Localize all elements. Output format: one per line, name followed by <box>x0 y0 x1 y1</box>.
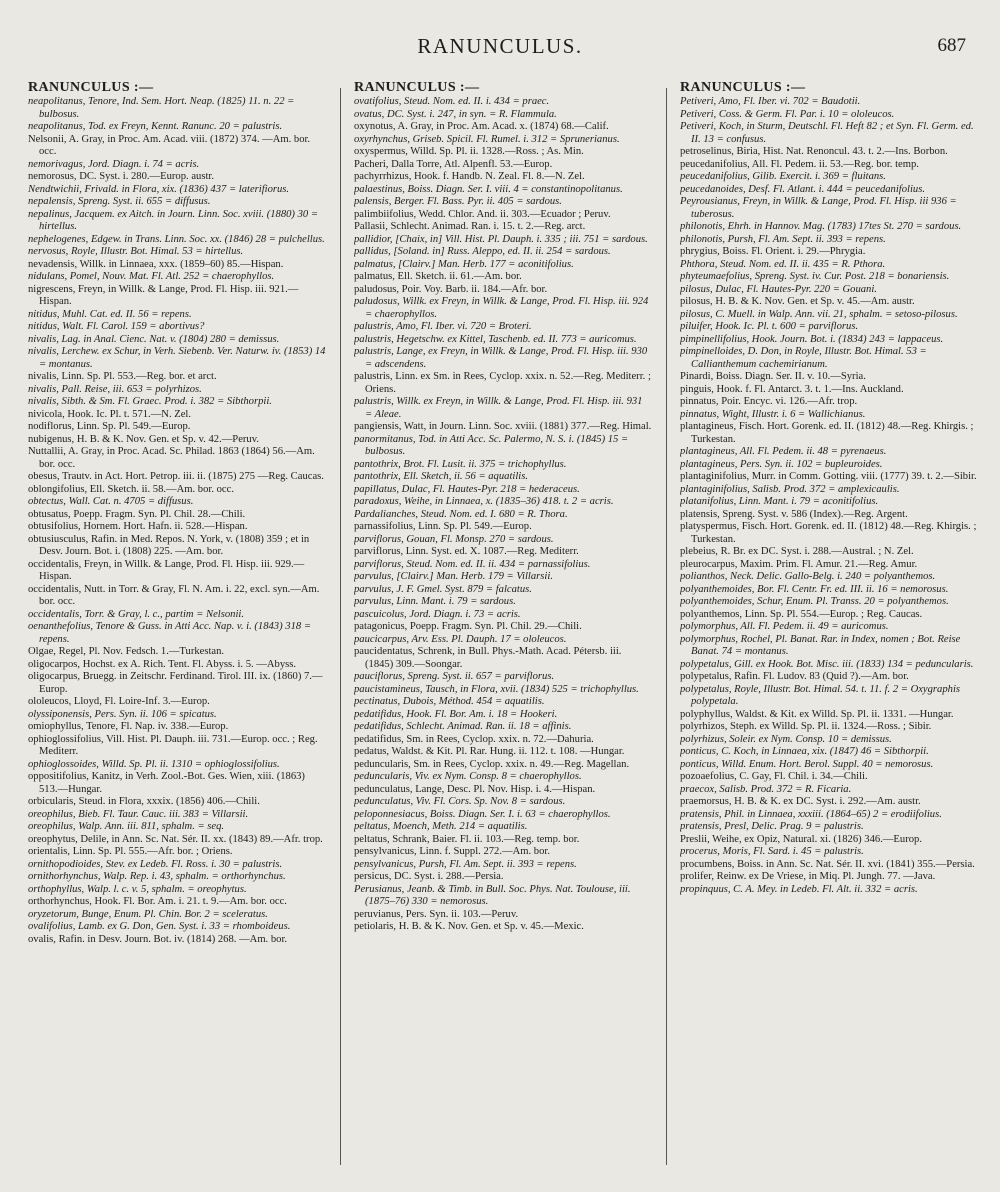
index-entry: polyphyllus, Waldst. & Kit. ex Willd. Sp. Pl. ii. 1331. —Hungar. <box>680 708 954 720</box>
index-entry: pilosus, C. Muell. in Walp. Ann. vii. 21, sphalm. = setoso-pilosus. <box>680 308 958 320</box>
index-entry: neapolitanus, Tenore, Ind. Sem. Hort. Neap. (1825) 11. n. 22 = bulbosus. <box>28 96 295 120</box>
index-entry: pascuicolus, Jord. Diagn. i. 73 = acris. <box>354 608 521 620</box>
index-entry: nivalis, Lerchew. ex Schur, in Verh. Siebenb. Ver. Naturw. iv. (1853) 14 = montanus. <box>28 346 326 370</box>
index-entry: nervosus, Royle, Illustr. Bot. Himal. 53 = hirtellus. <box>28 246 244 257</box>
index-entry: oxyrhynchus, Griseb. Spicil. Fl. Rumel. i. 312 = Sprunerianus. <box>354 133 620 145</box>
index-entry: patagonicus, Poepp. Fragm. Syn. Pl. Chil. 29.—Chili. <box>354 621 582 632</box>
index-entry: pimpinellifolius, Hook. Journ. Bot. i. (1834) 243 = lappaceus. <box>680 333 944 345</box>
index-entry: ponticus, C. Koch, in Linnaea, xix. (1847) 46 = Sibthorpii. <box>680 746 929 757</box>
index-entry: ponticus, Willd. Enum. Hort. Berol. Suppl. 40 = nemorosus. <box>680 758 934 770</box>
index-entry: philonotis, Pursh, Fl. Am. Sept. ii. 393 = repens. <box>680 233 886 245</box>
index-entry: orthorhynchus, Hook. Fl. Bor. Am. i. 21. t. 9.—Am. bor. occ. <box>28 896 287 907</box>
column-heading: RANUNCULUS :— <box>354 80 480 95</box>
index-entry: polymorphus, All. Fl. Pedem. ii. 49 = auricomus. <box>680 621 889 632</box>
index-entry: nepalinus, Jacquem. ex Aitch. in Journ. Linn. Soc. xviii. (1880) 30 = hirtellus. <box>28 208 318 232</box>
index-entry: Preslii, Weihe, ex Opiz, Natural. xi. (1826) 346.—Europ. <box>680 833 922 845</box>
page-number: 687 <box>937 35 966 56</box>
index-entry: palustris, Willk. ex Freyn, in Willk. & Lange, Prod. Fl. Hisp. iii. 931 = Aleae. <box>354 396 643 420</box>
index-entry: Petiveri, Amo, Fl. Iber. vi. 702 = Baudotii. <box>680 96 861 107</box>
index-entry: pleurocarpus, Maxim. Prim. Fl. Amur. 21.—Reg. Amur. <box>680 558 918 570</box>
index-entry: phyteumaefolius, Spreng. Syst. iv. Cur. Post. 218 = bonariensis. <box>680 271 950 282</box>
index-entry: oligocarpos, Hochst. ex A. Rich. Tent. Fl. Abyss. i. 5. —Abyss. <box>28 658 297 670</box>
index-entry: ovalis, Rafin. in Desv. Journ. Bot. iv. (1814) 268. —Am. bor. <box>28 933 288 945</box>
index-entry: plebeius, R. Br. ex DC. Syst. i. 288.—Austral. ; N. Zel. <box>680 546 914 557</box>
index-entry: Nuttallii, A. Gray, in Proc. Acad. Sc. Philad. 1863 (1864) 56.—Am. bor. occ. <box>28 446 315 470</box>
index-entry: pedatifidus, Schlecht. Animad. Ran. ii. 18 = affinis. <box>354 721 572 732</box>
index-entry: pedatus, Waldst. & Kit. Pl. Rar. Hung. ii. 112. t. 108. —Hungar. <box>354 746 625 757</box>
index-entry: occidentalis, Nutt. in Torr. & Gray, Fl. N. Am. i. 22, excl. syn.—Am. bor. occ. <box>28 583 320 607</box>
column-rule <box>666 88 667 1165</box>
index-entry: pectinatus, Dubois, Méthod. 454 = aquatilis. <box>354 696 545 707</box>
index-entry: Pardalianches, Steud. Nom. ed. I. 680 = R. Thora. <box>354 508 568 520</box>
index-entry: pinnatus, Wight, Illustr. i. 6 = Wallichianus. <box>680 408 866 420</box>
index-entry: nivalis, Sibth. & Sm. Fl. Graec. Prod. i. 382 = Sibthorpii. <box>28 396 272 407</box>
index-entry: parviflorus, Gouan, Fl. Monsp. 270 = sardous. <box>354 533 554 545</box>
index-entry: Petiveri, Koch, in Sturm, Deutschl. Fl. Heft 82 ; et Syn. Fl. Germ. ed. II. 13 = confusus. <box>680 121 974 145</box>
column-3 <box>680 80 978 1175</box>
index-entry: orthophyllus, Walp. l. c. v. 5, sphalm. = oreophytus. <box>28 883 247 895</box>
index-entry: ophioglossoides, Willd. Sp. Pl. ii. 1310 = ophioglossifolius. <box>28 758 280 770</box>
index-entry: nemorivagus, Jord. Diagn. i. 74 = acris. <box>28 158 200 170</box>
column-heading: RANUNCULUS :— <box>28 80 154 95</box>
index-entry: peruvianus, Pers. Syn. ii. 103.—Peruv. <box>354 908 519 920</box>
index-entry: pantothrix, Brot. Fl. Lusit. ii. 375 = trichophyllus. <box>354 458 567 470</box>
entry-list <box>354 96 652 934</box>
index-entry: peduncularis, Viv. ex Nym. Consp. 8 = chaerophyllos. <box>354 771 582 782</box>
index-entry: oxyspermus, Willd. Sp. Pl. ii. 1328.—Ross. ; As. Min. <box>354 146 584 157</box>
index-entry: Nendtwichii, Frivald. in Flora, xix. (1836) 437 = laterifiorus. <box>28 183 290 195</box>
index-entry: plantagineus, Pers. Syn. ii. 102 = bupleuroides. <box>680 458 883 470</box>
entry-list <box>680 96 978 896</box>
index-entry: occidentalis, Freyn, in Willk. & Lange, Prod. Fl. Hisp. iii. 929.—Hispan. <box>28 558 305 582</box>
index-entry: ovalifolius, Lamb. ex G. Don, Gen. Syst. i. 33 = rhomboideus. <box>28 921 291 932</box>
index-entry: oryzetorum, Bunge, Enum. Pl. Chin. Bor. 2 = sceleratus. <box>28 908 268 920</box>
index-entry: polymorphus, Rochel, Pl. Banat. Rar. in Index, nomen ; Bot. Reise Banat. 74 = montanus. <box>680 633 961 657</box>
index-entry: parvulus, [Clairv.] Man. Herb. 179 = Villarsii. <box>354 571 553 582</box>
index-entry: paucidentatus, Schrenk, in Bull. Phys.-Math. Acad. Pétersb. iii. (1845) 309.—Soongar. <box>354 646 622 670</box>
index-entry: pilosus, H. B. & K. Nov. Gen. et Sp. v. 45.—Am. austr. <box>680 296 915 307</box>
index-entry: parnassifolius, Linn. Sp. Pl. 549.—Europ. <box>354 521 532 532</box>
index-entry: plantagineus, All. Fl. Pedem. ii. 48 = pyrenaeus. <box>680 446 887 457</box>
index-entry: Pacheri, Dalla Torre, Atl. Alpenfl. 53.—Europ. <box>354 158 553 170</box>
index-entry: pratensis, Phil. in Linnaea, xxxiii. (1864–65) 2 = erodiifolius. <box>680 808 942 820</box>
index-entry: nivicola, Hook. Ic. Pl. t. 571.—N. Zel. <box>28 408 192 420</box>
index-entry: plantaginifolius, Murr. in Comm. Gotting. viii. (1777) 39. t. 2.—Sibir. <box>680 471 977 482</box>
index-entry: pantothrix, Ell. Sketch, ii. 56 = aquatilis. <box>354 471 528 482</box>
index-entry: peltatus, Schrank, Baier. Fl. ii. 103.—Reg. temp. bor. <box>354 833 580 845</box>
index-entry: peduncularis, Sm. in Rees, Cyclop. xxix. n. 49.—Reg. Magellan. <box>354 758 630 770</box>
index-entry: propinquus, C. A. Mey. in Ledeb. Fl. Alt. ii. 332 = acris. <box>680 883 918 895</box>
index-entry: polyanthemoides, Schur, Enum. Pl. Transs. 20 = polyanthemos. <box>680 596 949 607</box>
index-entry: praecox, Salisb. Prod. 372 = R. Ficaria. <box>680 783 852 795</box>
index-entry: platensis, Spreng. Syst. v. 586 (Index).—Reg. Argent. <box>680 508 908 520</box>
index-entry: obesus, Trautv. in Act. Hort. Petrop. iii. ii. (1875) 275 —Reg. Caucas. <box>28 471 324 482</box>
index-entry: paucicarpus, Arv. Ess. Pl. Dauph. 17 = ololeucos. <box>354 633 567 645</box>
index-entry: piluifer, Hook. Ic. Pl. t. 600 = parviflorus. <box>680 321 859 332</box>
columns <box>28 80 978 1175</box>
index-entry: nepalensis, Spreng. Syst. ii. 655 = diffusus. <box>28 196 211 207</box>
index-entry: polyanthemos, Linn. Sp. Pl. 554.—Europ. ; Reg. Caucas. <box>680 608 923 620</box>
index-entry: paludosus, Poir. Voy. Barb. ii. 184.—Afr. bor. <box>354 283 548 295</box>
index-entry: Pinardi, Boiss. Diagn. Ser. II. v. 10.—Syria. <box>680 371 866 382</box>
index-entry: procerus, Moris, Fl. Sard. i. 45 = palustris. <box>680 846 864 857</box>
index-entry: parvulus, J. F. Gmel. Syst. 879 = falcatus. <box>354 583 532 595</box>
index-entry: obtusifolius, Hornem. Hort. Hafn. ii. 528.—Hispan. <box>28 521 248 532</box>
index-entry: nivalis, Pall. Reise, iii. 653 = polyrhizos. <box>28 383 202 395</box>
index-entry: parvulus, Linn. Mant. i. 79 = sardous. <box>354 596 516 607</box>
index-entry: palaestinus, Boiss. Diagn. Ser. I. viii. 4 = constantinopolitanus. <box>354 183 623 195</box>
index-entry: palmatus, Ell. Sketch. ii. 61.—Am. bor. <box>354 271 522 282</box>
index-entry: ololeucos, Lloyd, Fl. Loire-Inf. 3.—Europ. <box>28 696 210 707</box>
index-entry: polyanthemoides, Bor. Fl. Centr. Fr. ed. III. ii. 16 = nemorosus. <box>680 583 949 595</box>
index-entry: Phthora, Steud. Nom. ed. II. ii. 435 = R. Pthora. <box>680 258 886 270</box>
index-entry: polyrhizos, Steph. ex Willd. Sp. Pl. ii. 1324.—Ross. ; Sibir. <box>680 721 932 732</box>
index-entry: pimpinelloides, D. Don, in Royle, Illustr. Bot. Himal. 53 = Callianthemum cachemirianum. <box>680 346 927 370</box>
index-entry: oreophytus, Delile, in Ann. Sc. Nat. Sér. II. xx. (1843) 89.—Afr. trop. <box>28 833 323 845</box>
index-entry: oligocarpus, Bruegg. in Zeitschr. Ferdinand. Tirol. III. ix. (1860) 7.—Europ. <box>28 671 323 695</box>
index-entry: paradoxus, Weihe, in Linnaea, x. (1835–36) 418. t. 2 = acris. <box>354 496 614 507</box>
index-entry: pedatifidus, Hook. Fl. Bor. Am. i. 18 = Hookeri. <box>354 708 558 720</box>
index-entry: paludosus, Willk. ex Freyn, in Willk. & Lange, Prod. Fl. Hisp. iii. 924 = chaerophyllos. <box>354 296 649 320</box>
index-entry: oppositifolius, Kanitz, in Verh. Zool.-Bot. Ges. Wien, xiii. (1863) 513.—Hungar. <box>28 771 305 795</box>
index-entry: palustris, Lange, ex Freyn, in Willk. & Lange, Prod. Fl. Hisp. iii. 930 = adscendens. <box>354 346 648 370</box>
index-entry: peloponnesiacus, Boiss. Diagn. Ser. I. i. 63 = chaerophyllos. <box>354 808 611 820</box>
index-entry: pensylvanicus, Pursh, Fl. Am. Sept. ii. 393 = repens. <box>354 858 577 870</box>
index-entry: neapolitanus, Tod. ex Freyn, Kennt. Ranunc. 20 = palustris. <box>28 121 283 132</box>
index-entry: pedunculatus, Lange, Desc. Pl. Nov. Hisp. i. 4.—Hispan. <box>354 783 596 795</box>
index-entry: pedatifidus, Sm. in Rees, Cyclop. xxix. n. 72.—Dahuria. <box>354 733 594 745</box>
index-entry: pilosus, Dulac, Fl. Hautes-Pyr. 220 = Gouani. <box>680 283 877 295</box>
running-head: RANUNCULUS. <box>417 34 583 58</box>
index-entry: parviflorus, Linn. Syst. ed. X. 1087.—Reg. Mediterr. <box>354 546 579 557</box>
index-entry: ornithorhynchus, Walp. Rep. i. 43, sphalm. = orthorhynchus. <box>28 871 286 882</box>
index-entry: palustris, Hegetschw. ex Kittel, Taschenb. ed. II. 773 = auricomus. <box>354 333 637 345</box>
index-entry: palustris, Linn. ex Sm. in Rees, Cyclop. xxix. n. 52.—Reg. Mediterr. ; Oriens. <box>354 371 651 395</box>
index-entry: palustris, Amo, Fl. Iber. vi. 720 = Broteri. <box>354 321 532 332</box>
index-entry: philonotis, Ehrh. in Hannov. Mag. (1783) 17tes St. 270 = sardous. <box>680 221 962 232</box>
index-entry: nubigenus, H. B. & K. Nov. Gen. et Sp. v. 42.—Peruv. <box>28 433 259 445</box>
index-entry: nitidus, Muhl. Cat. ed. II. 56 = repens. <box>28 308 192 320</box>
column-rule <box>340 88 341 1165</box>
index-entry: obtusatus, Poepp. Fragm. Syn. Pl. Chil. 28.—Chili. <box>28 508 246 520</box>
index-entry: peucedanifolius, Gilib. Exercit. i. 369 = fluitans. <box>680 171 886 182</box>
index-entry: olyssiponensis, Pers. Syn. ii. 106 = spicatus. <box>28 708 217 720</box>
column-1 <box>28 80 326 1175</box>
column-heading: RANUNCULUS :— <box>680 80 806 95</box>
index-entry: platyspermus, Fisch. Hort. Gorenk. ed. II. (1812) 48.—Reg. Khirgis. ; Turkestan. <box>680 521 977 545</box>
index-entry: panormitanus, Tod. in Atti Acc. Sc. Palermo, N. S. i. (1845) 15 = bulbosus. <box>354 433 629 457</box>
index-entry: obtectus, Wall. Cat. n. 4705 = diffusus. <box>28 496 194 507</box>
index-entry: pinnatus, Poir. Encyc. vi. 126.—Afr. trop. <box>680 396 858 407</box>
index-entry: phrygius, Boiss. Fl. Orient. i. 29.—Phrygia. <box>680 246 866 257</box>
index-entry: oenanthefolius, Tenore & Guss. in Atti Acc. Nap. v. i. (1843) 318 = repens. <box>28 621 311 645</box>
index-entry: orientalis, Linn. Sp. Pl. 555.—Afr. bor. ; Oriens. <box>28 846 233 857</box>
index-entry: persicus, DC. Syst. i. 288.—Persia. <box>354 871 504 882</box>
index-entry: pauciflorus, Spreng. Syst. ii. 657 = parviflorus. <box>354 671 555 682</box>
index-entry: Olgae, Regel, Pl. Nov. Fedsch. 1.—Turkestan. <box>28 646 225 657</box>
index-entry: procumbens, Boiss. in Ann. Sc. Nat. Sér. II. xvi. (1841) 355.—Persia. <box>680 858 975 870</box>
index-entry: prolifer, Reinw. ex De Vriese, in Miq. Pl. Jungh. 77. —Java. <box>680 871 936 882</box>
index-entry: paucistamineus, Tausch, in Flora, xvii. (1834) 525 = trichophyllus. <box>354 683 639 695</box>
index-entry: nitidus, Walt. Fl. Carol. 159 = abortivus? <box>28 321 205 332</box>
index-entry: occidentalis, Torr. & Gray, l. c., partim = Nelsonii. <box>28 608 244 620</box>
index-entry: Peyrousianus, Freyn, in Willk. & Lange, Prod. Fl. Hisp. iii 936 = tuberosus. <box>680 196 957 220</box>
index-entry: polypetalus, Rafin. Fl. Ludov. 83 (Quid ?).—Am. bor. <box>680 671 909 682</box>
index-entry: nidulans, Pomel, Nouv. Mat. Fl. Atl. 252 = chaerophyllos. <box>28 271 275 282</box>
index-entry: pallidior, [Chaix, in] Vill. Hist. Pl. Dauph. i. 335 ; iii. 751 = sardous. <box>354 233 648 245</box>
index-entry: polyrhizus, Soleir. ex Nym. Consp. 10 = demissus. <box>680 733 892 745</box>
index-entry: ovatifolius, Steud. Nom. ed. II. i. 434 = praec. <box>354 96 550 107</box>
index-entry: petroselinus, Biria, Hist. Nat. Renoncul. 43. t. 2.—Ins. Borbon. <box>680 146 948 157</box>
index-entry: Perusianus, Jeanb. & Timb. in Bull. Soc. Phys. Nat. Toulouse, iii. (1875–76) 330 = nemorosus. <box>354 883 631 907</box>
index-entry: Nelsonii, A. Gray, in Proc. Am. Acad. viii. (1872) 374. —Am. bor. occ. <box>28 133 311 157</box>
index-entry: ornithopodioides, Stev. ex Ledeb. Fl. Ross. i. 30 = palustris. <box>28 858 283 870</box>
index-entry: nigrescens, Freyn, in Willk. & Lange, Prod. Fl. Hisp. iii. 921.—Hispan. <box>28 283 299 307</box>
index-entry: palensis, Berger. Fl. Bass. Pyr. ii. 405 = sardous. <box>354 196 562 207</box>
index-entry: omiophyllus, Tenore, Fl. Nap. iv. 338.—Europ. <box>28 721 229 732</box>
index-entry: oxynotus, A. Gray, in Proc. Am. Acad. x. (1874) 68.—Calif. <box>354 121 609 132</box>
index-entry: papillatus, Dulac, Fl. Hautes-Pyr. 218 = hederaceus. <box>354 483 580 495</box>
index-entry: platanifolius, Linn. Mant. i. 79 = aconitifolius. <box>680 496 879 507</box>
index-entry: peucedanifolius, All. Fl. Pedem. ii. 53.—Reg. bor. temp. <box>680 158 919 170</box>
index-entry: ovatus, DC. Syst. i. 247, in syn. = R. Flammula. <box>354 108 557 120</box>
index-entry: pallidus, [Soland. in] Russ. Aleppo, ed. II. ii. 254 = sardous. <box>354 246 611 257</box>
index-entry: pedunculatus, Viv. Fl. Cors. Sp. Nov. 8 = sardous. <box>354 796 566 807</box>
index-entry: plantagineus, Fisch. Hort. Gorenk. ed. II. (1812) 48.—Reg. Khirgis. ; Turkestan. <box>680 421 974 445</box>
index-entry: plantaginifolius, Salisb. Prod. 372 = amplexicaulis. <box>680 483 900 495</box>
index-entry: Petiveri, Coss. & Germ. Fl. Par. i. 10 = ololeucos. <box>680 108 895 120</box>
index-entry: ophioglossifolius, Vill. Hist. Pl. Dauph. iii. 731.—Europ. occ. ; Reg. Mediterr. <box>28 733 318 757</box>
index-entry: nivalis, Linn. Sp. Pl. 553.—Reg. bor. et arct. <box>28 371 217 382</box>
index-entry: pensylvanicus, Linn. f. Suppl. 272.—Am. bor. <box>354 846 550 857</box>
index-entry: polypetalus, Gill. ex Hook. Bot. Misc. iii. (1833) 134 = peduncularis. <box>680 658 974 670</box>
index-entry: nevadensis, Willk. in Linnaea, xxx. (1859–60) 85.—Hispan. <box>28 258 284 270</box>
index-entry: oreophilus, Bieb. Fl. Taur. Cauc. iii. 383 = Villarsii. <box>28 808 249 820</box>
index-entry: obtusiusculus, Rafin. in Med. Repos. N. York, v. (1808) 359 ; et in Desv. Journ. Bot. i. (1808) 225. —Am. bor. <box>28 533 310 557</box>
index-entry: oreophilus, Walp. Ann. iii. 811, sphalm. = seq. <box>28 821 225 832</box>
index-entry: oblongifolius, Ell. Sketch. ii. 58.—Am. bor. occ. <box>28 483 234 495</box>
index-entry: pachyrrhizus, Hook. f. Handb. N. Zeal. Fl. 8.—N. Zel. <box>354 171 585 182</box>
index-entry: pangiensis, Watt, in Journ. Linn. Soc. xviii. (1881) 377.—Reg. Himal. <box>354 421 652 432</box>
column-2 <box>354 80 652 1175</box>
index-entry: nemorosus, DC. Syst. i. 280.—Europ. austr. <box>28 171 214 182</box>
index-entry: nivalis, Lag. in Anal. Cienc. Nat. v. (1804) 280 = demissus. <box>28 333 280 345</box>
index-entry: pinguis, Hook. f. Fl. Antarct. 3. t. 1.—Ins. Auckland. <box>680 383 904 395</box>
index-entry: praemorsus, H. B. & K. ex DC. Syst. i. 292.—Am. austr. <box>680 796 921 807</box>
index-entry: pozoaefolius, C. Gay, Fl. Chil. i. 34.—Chili. <box>680 771 868 782</box>
index-entry: palmatus, [Clairv.] Man. Herb. 177 = aconitifolius. <box>354 258 574 270</box>
index-entry: nodiflorus, Linn. Sp. Pl. 549.—Europ. <box>28 421 191 432</box>
index-entry: peltatus, Moench, Meth. 214 = aquatilis. <box>354 821 528 832</box>
entry-list <box>28 96 326 946</box>
index-entry: palimbiifolius, Wedd. Chlor. And. ii. 303.—Ecuador ; Peruv. <box>354 208 611 220</box>
index-entry: petiolaris, H. B. & K. Nov. Gen. et Sp. v. 45.—Mexic. <box>354 921 584 932</box>
index-entry: orbicularis, Steud. in Flora, xxxix. (1856) 406.—Chili. <box>28 796 260 807</box>
index-entry: polypetalus, Royle, Illustr. Bot. Himal. 54. t. 11. f. 2 = Oxygraphis polypetala. <box>680 683 961 707</box>
index-entry: peucedanoides, Desf. Fl. Atlant. i. 444 = peucedanifolius. <box>680 183 925 195</box>
index-entry: nephelogenes, Edgew. in Trans. Linn. Soc. xx. (1846) 28 = pulchellus. <box>28 233 325 245</box>
index-entry: parviflorus, Steud. Nom. ed. II. ii. 434 = parnassifolius. <box>354 558 591 570</box>
index-entry: Pallasii, Schlecht. Animad. Ran. i. 15. t. 2.—Reg. arct. <box>354 221 586 232</box>
index-entry: polianthos, Neck. Delic. Gallo-Belg. i. 240 = polyanthemos. <box>680 571 936 582</box>
index-entry: pratensis, Presl, Delic. Prag. 9 = palustris. <box>680 821 864 832</box>
